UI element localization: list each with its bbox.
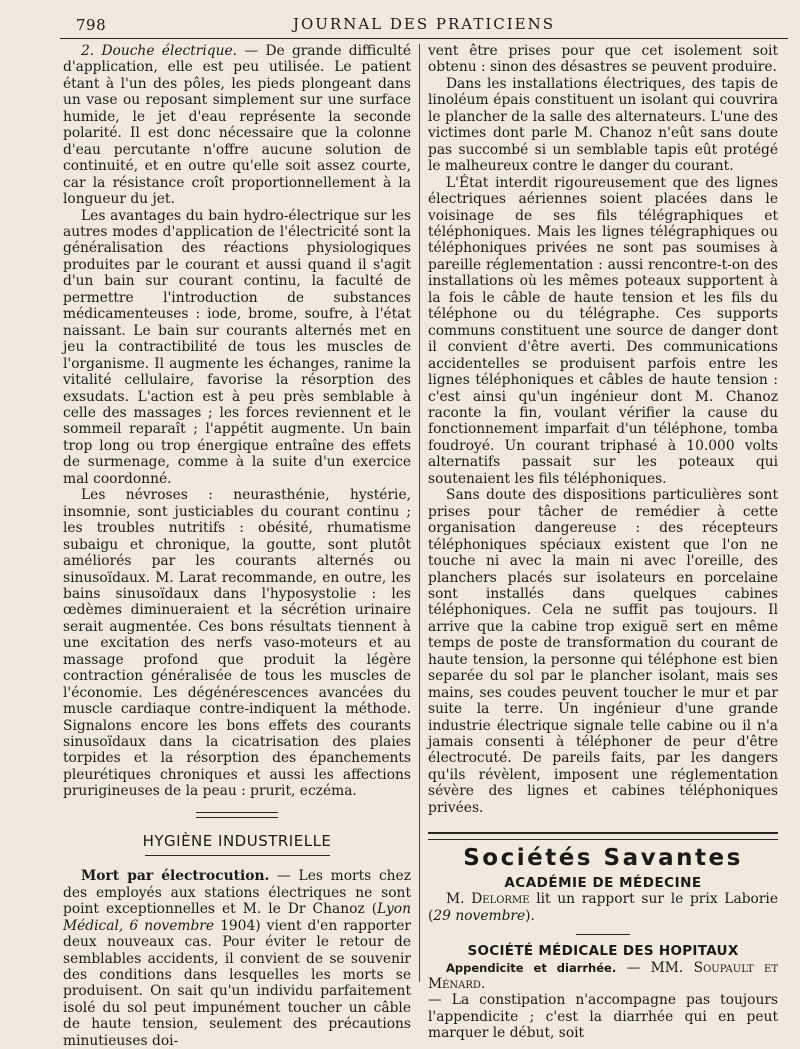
subsection-rule (576, 934, 630, 935)
paragraph-continuation: vent être prises pour que cet isolement soit obtenu : sinon des désastres se peuvent produire. (428, 43, 778, 76)
topic-title: Appendicite et diarrhée. (446, 960, 617, 975)
page-header (60, 10, 788, 40)
paragraph-installations: Dans les installations électriques, des tapis de linoléum épais constituent un isolant qui couvrira le plancher de la salle des alternateurs. L'une des victimes dont parle M. Chanoz n'eût sans doute pas succombé si un semblable tapis eût protégé le malheureux contre le danger du courant. (428, 75, 778, 175)
paragraph-etat: L'État interdit rigoureusement que des lignes électriques aériennes soient placées dans le voisinage de ses fils télégraphiques et téléphoniques. Mais les lignes télégraphiques ou téléphoniques privées ne sont pas soumises à pareille réglementation : aussi rencontre-t-on des installations où les mêmes poteaux supportent à la fois le câble de haute tension et les fils du téléphone ou du télégraphe. Ces supports communs constituent une source de danger dont il convient d'être averti. Des communications accidentelles se produisent parfois entre les lignes téléphoniques et câbles de haute tension : c'est ainsi qu'un ingénieur dont M. Chanoz raconte la fin, voulant vérifier la cause du fonctionnement imparfait d'un téléphone, tomba foudroyé. Un courant triphasé à 10.000 volts alternatifs passait sur les poteaux qui soutenaient les fils téléphoniques. (428, 174, 778, 487)
subsection-heading-academie: ACADÉMIE DE MÉDECINE (504, 874, 702, 891)
person-name: Delorme (471, 891, 530, 908)
section-heading-hygiene: HYGIÈNE INDUSTRIELLE (142, 831, 332, 850)
article-title: Mort par électrocution. (81, 868, 270, 885)
paragraph-appendicite-text: — La constipation n'accompagne pas toujours l'appendicite ; c'est la diarrhée qui en peut marquer le début, soit (428, 992, 778, 1042)
paragraph-text: — Les morts chez des employés aux stations électriques ne sont point exceptionnelles et M. le Dr Chanoz ( (63, 868, 411, 918)
section-title-societes: Sociétés Savantes (463, 845, 743, 872)
paragraph-text: De grande difficulté d'application, elle est peu utilisée. Le patient étant à l'un des pôles, les pieds plongeant dans un vase ou reposant simplement sur une surface humide, le jet d'eau représente la seconde polarité. Il est donc nécessaire que la colonne d'eau percutante n'offre aucune solution de continuité, et en outre qu'elle soit assez courte, car la résistance croît proportionnellement à la longueur du jet. (63, 43, 411, 208)
journal-title: JOURNAL DES PRATICIENS (292, 15, 556, 33)
paragraph-academie (428, 891, 778, 924)
column-divider (419, 44, 420, 982)
section-heading-rule (145, 855, 330, 856)
person-names: Soupault et Ménard. (428, 959, 778, 993)
paragraph-dispositions: Sans doute des dispositions particulières sont prises pour tâcher de remédier à cette organisation dangereuse : des récepteurs téléphoniques spéciaux existent que l'on ne touche ni avec la main ni avec l'oreille, des planchers placés sur isolateurs en porcelaine sont installés dans quelques cabines téléphoniques. Cela ne suffit pas toujours. Il arrive que la cabine trop exiguë sert en même temps de poste de transformation du courant de haute tension, la personne qui téléphone est bien separée du sol par le plancher isolant, mais ses mains, ses coudes peuvent toucher le mur et par suite la terre. Un ingénieur d'une grande industrie électrique signale telle cabine ou il n'a jamais consenti à téléphoner de peur d'être électrocuté. De pareils faits, par les dangers qu'ils révèlent, imposent une réglementation sévère des lignes et cabines téléphoniques privées. (428, 487, 778, 816)
left-column (63, 43, 411, 1049)
paragraph-text: lit un rapport sur le prix Laborie ( (428, 891, 779, 924)
paragraph-nevroses: Les névroses : neurasthénie, hystérie, insomnie, sont justiciables du courant continu ; les troubles nutritifs : obésité, rhumatisme subaigu et chronique, la goutte, sont plutôt améliorés par les courants alternés ou sinusoïdaux. M. Larat recommande, en outre, les bains sinusoïdaux dans l'hyposystolie : les œdèmes diminueraient et la sécrétion urinaire serait augmentée. Ces bons résultats tiennent à une excitation des nerfs vaso-moteurs et au massage profond que produit la légère contraction généralisée de tous les muscles de l'économie. Les dégénérescences avancées du muscle cardiaque contre-indiquent la méthode. Signalons encore les bons effets des courants sinusoïdaux dans la cicatrisation des plaies torpides et la résorption des épanchements pleurétiques chroniques et aussi les affections prurigineuses de la peau : prurit, eczéma. (63, 487, 411, 800)
paragraph-appendicite (428, 960, 778, 993)
section-divider (196, 812, 278, 818)
paragraph-avantages: Les avantages du bain hydro-électrique sur les autres modes d'application de l'électricité sont la généralisation des réactions physiologiques produites par le courant et aussi quand il s'agit d'un bain sur courant continu, la faculté de permettre l'introduction de substances médicamenteuses : iode, brome, soufre, à l'état naissant. Le bain sur courants alternés met en jeu la contractibilité de tous les muscles de l'organisme. Il augmente les échanges, ranime la vitalité cellulaire, favorise la résorption des exsudats. L'action est à peu près semblable à celle des massages ; les forces reviennent et le sommeil reparaît ; l'appétit augmente. Un bain trop long ou trop énergique entraîne des effets de surmenage, comme à la suite d'un exercice mal coordonné. (63, 207, 411, 487)
right-column (428, 43, 778, 1042)
section-divider (428, 832, 778, 840)
header-rule (60, 38, 788, 39)
date: 29 novembre (433, 907, 526, 924)
paragraph-douche-electrique (63, 43, 411, 208)
paragraph-text: — MM. (616, 959, 694, 976)
subsection-heading-smh: SOCIÉTÉ MÉDICALE DES HOPITAUX (467, 943, 739, 960)
page-number: 798 (76, 16, 107, 34)
paragraph-lead: 2. Douche électrique. — (81, 43, 259, 59)
citation: Lyon Médical, 6 novembre (63, 901, 411, 934)
paragraph-text: 1904) vient d'en rapporter deux nouveaux cas. Pour éviter le retour de semblables accidents, il convient de se souvenir des conditions dans lesquelles les morts se produisent. On sait qu'un individu parfaitement isolé du sol peut impunément toucher un câble de haute tension, seulement des précautions minutieuses doi- (63, 917, 411, 1049)
paragraph-text: M. (446, 891, 472, 908)
paragraph-text: ). (525, 907, 535, 924)
paragraph-mort-electrocution (63, 868, 411, 1049)
